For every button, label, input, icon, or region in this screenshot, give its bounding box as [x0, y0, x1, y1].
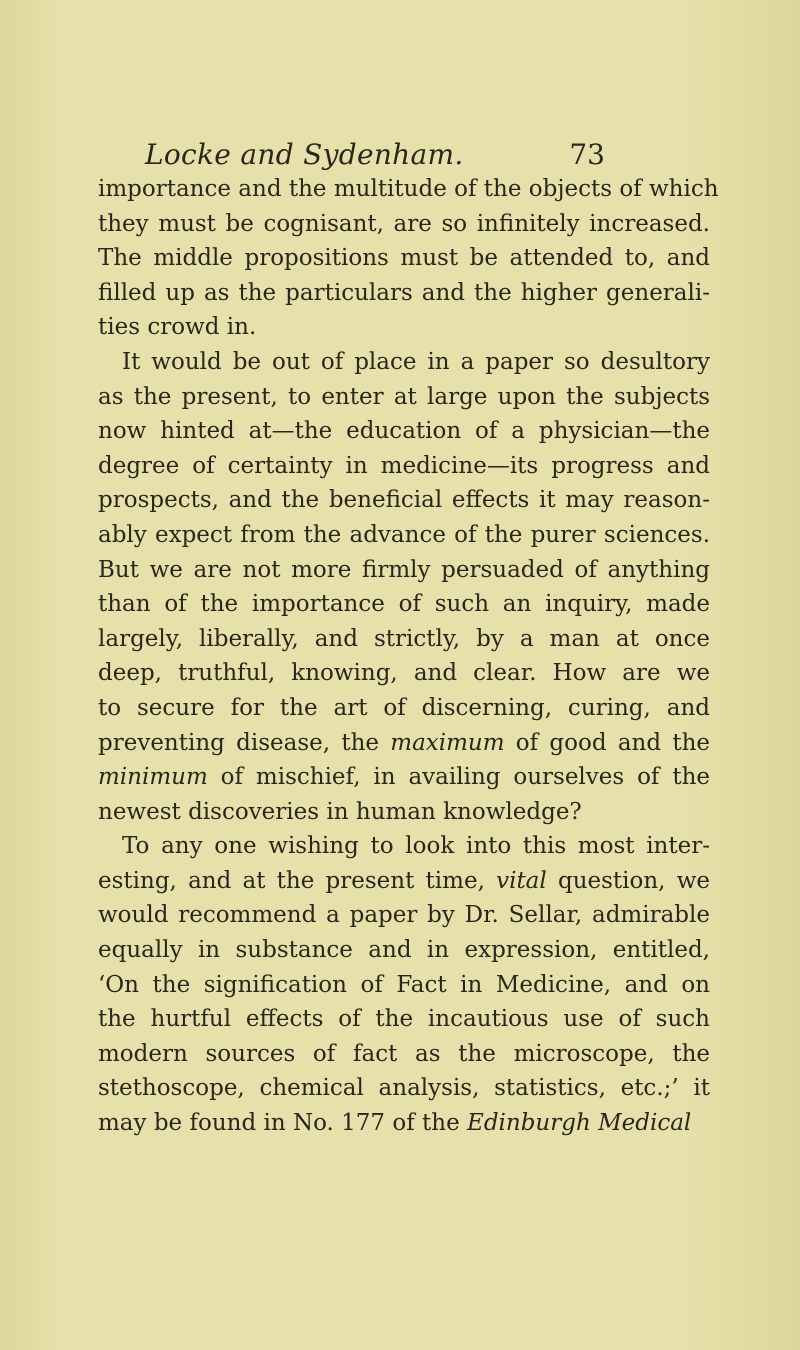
text-line: equally in substance and in expression, entitled,: [98, 937, 710, 964]
paragraph-start-line: To any one wishing to look into this most inter-: [122, 833, 710, 860]
text-line: ties crowd in.: [98, 314, 257, 341]
text-line: ably expect from the advance of the purer sciences.: [98, 521, 710, 548]
text-line: minimum of mischief, in availing ourselves of the: [98, 764, 710, 791]
running-title: Locke and Sydenham.: [145, 138, 464, 171]
text-line: But we are not more firmly persuaded of anything: [98, 556, 710, 583]
text-line: as the present, to enter at large upon the subjects: [98, 383, 710, 410]
text-line: modern sources of fact as the microscope, the: [98, 1040, 710, 1067]
paragraph-start-line: It would be out of place in a paper so desultory: [122, 348, 710, 375]
text-line: than of the importance of such an inquiry, made: [98, 591, 710, 618]
text-line: ‘On the signification of Fact in Medicine, and on: [98, 971, 710, 998]
text-line: prospects, and the beneficial effects it may reason-: [98, 487, 710, 514]
text-line: The middle propositions must be attended to, and: [98, 245, 710, 272]
page-number: 73: [569, 138, 605, 171]
text-line: now hinted at—the education of a physician—the: [98, 418, 710, 445]
text-line: degree of certainty in medicine—its progress and: [98, 452, 710, 479]
text-line: newest discoveries in human knowledge?: [98, 798, 582, 825]
text-line: largely, liberally, and strictly, by a man at once: [98, 625, 710, 652]
text-line: the hurtful effects of the incautious use of such: [98, 1006, 710, 1033]
text-line: would recommend a paper by Dr. Sellar, admirable: [98, 902, 710, 929]
text-line: to secure for the art of discerning, curing, and: [98, 694, 710, 721]
text-line: stethoscope, chemical analysis, statistics, etc.;’ it: [98, 1075, 710, 1102]
text-line: importance and the multitude of the objects of which: [98, 176, 719, 202]
text-line: esting, and at the present time, vital question, we: [98, 867, 710, 894]
text-line: filled up as the particulars and the higher generali-: [98, 279, 710, 306]
text-line: may be found in No. 177 of the Edinburgh Medical: [98, 1110, 692, 1137]
body-text: [98, 172, 719, 1141]
text-line: deep, truthful, knowing, and clear. How are we: [98, 660, 710, 687]
text-line: preventing disease, the maximum of good and the: [98, 729, 710, 756]
text-line: they must be cognisant, are so infinitely increased.: [98, 210, 710, 237]
